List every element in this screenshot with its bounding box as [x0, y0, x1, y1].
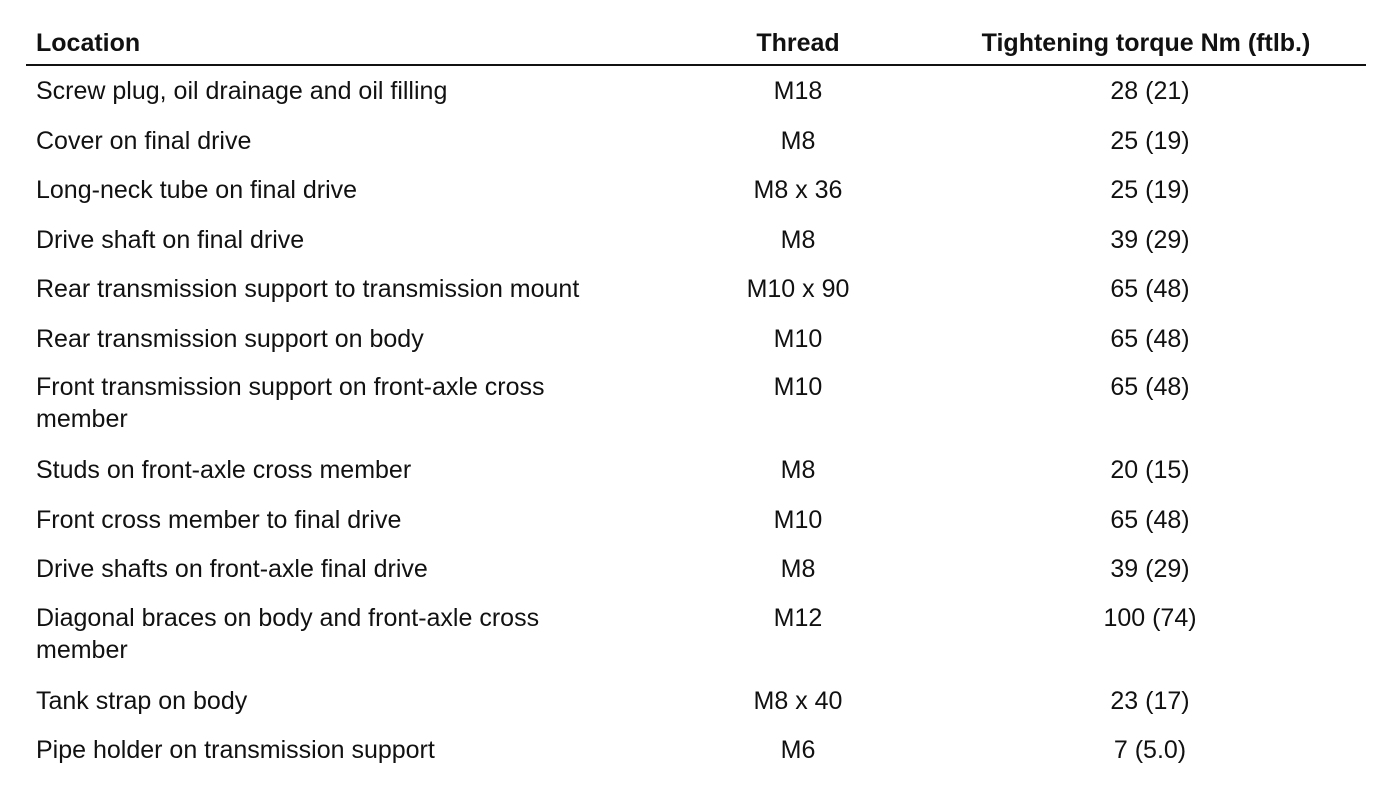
cell-torque: 23 (17) [1110, 686, 1190, 715]
table-row [26, 594, 1366, 676]
cell-location: Drive shaft on final drive [36, 225, 305, 254]
cell-location: Studs on front-axle cross member [36, 456, 412, 484]
cell-thread: M10 [773, 324, 823, 353]
cell-location: Front transmission support on front-axle cross member [36, 373, 545, 433]
table-row [26, 314, 1366, 364]
table-row [26, 264, 1366, 314]
cell-thread: M10 [773, 373, 823, 401]
cell-torque: 28 (21) [1110, 77, 1190, 105]
cell-location: Cover on final drive [36, 126, 252, 155]
table-row [26, 445, 1366, 495]
cell-torque: 25 (19) [1110, 126, 1190, 155]
header-thread: Thread [756, 29, 840, 57]
cell-thread: M10 [773, 505, 823, 534]
table-row [26, 66, 1366, 116]
cell-location: Pipe holder on transmission support [36, 736, 435, 764]
cell-location: Long-neck tube on final drive [36, 176, 358, 204]
cell-thread: M8 [780, 225, 816, 254]
cell-torque: 65 (48) [1110, 275, 1190, 303]
cell-location: Front cross member to final drive [36, 505, 402, 534]
header-torque: Tightening torque Nm (ftlb.) [981, 29, 1311, 57]
cell-torque: 7 (5.0) [1113, 736, 1187, 764]
cell-location: Tank strap on body [36, 686, 248, 715]
cell-thread: M8 [780, 555, 816, 583]
cell-torque: 20 (15) [1110, 456, 1190, 484]
cell-thread: M10 x 90 [746, 275, 850, 303]
table-row [26, 676, 1366, 726]
table-row [26, 165, 1366, 215]
table-row [26, 116, 1366, 166]
cell-thread: M8 [780, 126, 816, 155]
cell-thread: M12 [773, 603, 823, 632]
cell-location: Rear transmission support to transmission mount [36, 275, 580, 303]
cell-thread: M18 [773, 77, 823, 105]
table-header [26, 22, 1366, 66]
cell-location: Rear transmission support on body [36, 324, 424, 353]
cell-thread: M8 x 36 [753, 176, 843, 204]
table-row [26, 544, 1366, 594]
table-row [26, 725, 1366, 775]
cell-thread: M8 x 40 [753, 686, 843, 715]
cell-thread: M8 [780, 456, 816, 484]
cell-torque: 65 (48) [1110, 373, 1190, 401]
table-row [26, 215, 1366, 265]
table-row [26, 363, 1366, 445]
cell-thread: M6 [780, 736, 816, 764]
torque-table [26, 22, 1366, 775]
cell-torque: 100 (74) [1103, 603, 1197, 632]
table-row [26, 495, 1366, 545]
cell-torque: 65 (48) [1110, 324, 1190, 353]
header-location: Location [36, 29, 141, 57]
cell-location: Diagonal braces on body and front-axle cross member [36, 603, 540, 664]
cell-torque: 39 (29) [1110, 225, 1190, 254]
cell-location: Drive shafts on front-axle final drive [36, 555, 428, 583]
cell-location: Screw plug, oil drainage and oil filling [36, 77, 448, 105]
cell-torque: 65 (48) [1110, 505, 1190, 534]
cell-torque: 39 (29) [1110, 555, 1190, 583]
cell-torque: 25 (19) [1110, 176, 1190, 204]
